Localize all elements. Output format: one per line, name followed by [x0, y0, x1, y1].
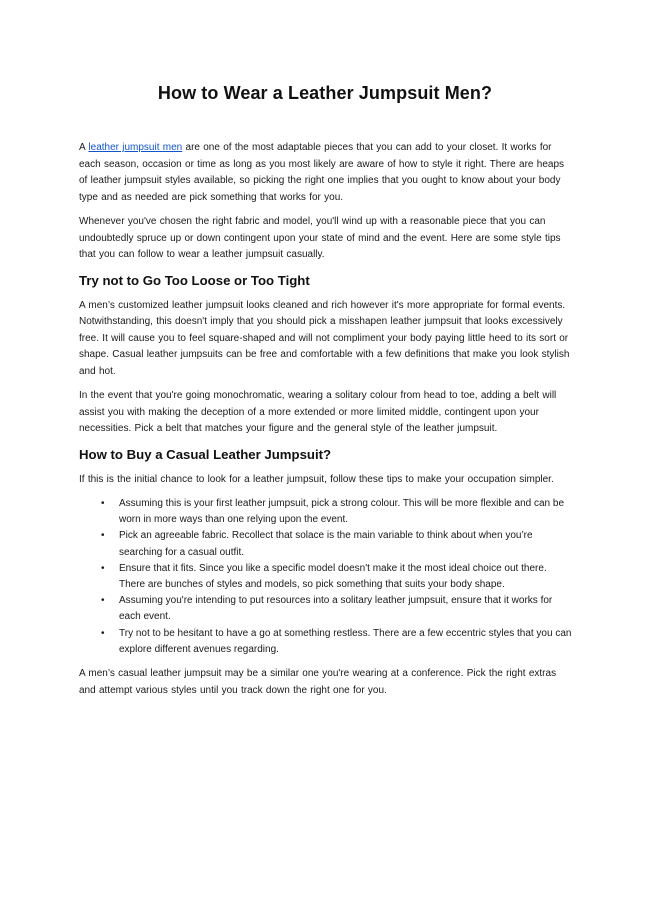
section1-paragraph-1: A men’s customized leather jumpsuit looks cleaned and rich however it's more appropriate for formal events. Notwithstanding, this doesn't imply that you should pick a misshapen leather jumpsuit that looks excessively free. It will cause you to feel square-shaped and will not compliment your body paying little heed to its sort or shape. Casual leather jumpsuits can be free and comfortable with a few definitions that make you look stylish and hot. [79, 299, 570, 377]
list-item-text: Assuming this is your first leather jumpsuit, pick a strong colour. This will be more flexible and can be worn in more ways than one relying upon the event. [119, 498, 565, 526]
intro-paragraph [79, 140, 573, 206]
leather-jumpsuit-link[interactable]: leather jumpsuit men [88, 142, 183, 153]
list-item [101, 626, 573, 658]
intro-lead: A [79, 142, 89, 153]
bullet-icon: • [101, 498, 105, 509]
paragraph-2: Whenever you've chosen the right fabric and model, you'll wind up with a reasonable piece that you can undoubtedly spruce up or down contingent upon your state of mind and the event. Here are some style tips that you can follow to wear a leather jumpsuit casually. [79, 216, 561, 260]
list-item-text: Ensure that it fits. Since you like a specific model doesn't make it the most ideal choice out there. There are bunches of styles and models, so pick something that suits your body shape. [119, 562, 547, 591]
bullet-icon: • [101, 562, 105, 574]
intro-rest: are one of the most adaptable pieces that you can add to your closet. It works for each season, occasion or time as long as you most likely are aware of how to style it right. There are heaps of leather jumpsuit styles available, so picking the right one implies that you ought to know about your body type and as needed are pick something that works for you. [79, 142, 565, 203]
list-item-text: Try not to be hesitant to have a go at something restless. There are a few eccentric styles that you can explore different avenues regarding. [119, 627, 572, 655]
list-item-text: Pick an agreeable fabric. Recollect that solace is the main variable to think about when you’re searching for a casual outfit. [119, 530, 533, 558]
list-item [101, 561, 573, 593]
bullet-icon: • [101, 530, 105, 542]
bullet-icon: • [101, 595, 105, 607]
section2-paragraph-1: If this is the initial chance to look for a leather jumpsuit, follow these tips to make your occupation simpler. [79, 473, 554, 485]
list-item [101, 496, 573, 528]
section1-paragraph-2: In the event that you're going monochromatic, wearing a solitary colour from head to toe, adding a belt will assist you with making the deception of a more extended or more limited middle, contingent upon your necessities. Pick a belt that matches your figure and the general style of the leather jumpsuit. [79, 390, 557, 434]
list-item [101, 528, 573, 560]
list-item-text: Assuming you're intending to put resources into a solitary leather jumpsuit, ensure that it works for each event. [119, 595, 553, 623]
section2-heading: How to Buy a Casual Leather Jumpsuit? [79, 446, 332, 462]
section2-paragraph-2: A men’s casual leather jumpsuit may be a similar one you're wearing at a conference. Pick the right extras and attempt various styles until you track down the right one for you. [79, 668, 557, 696]
list-item [101, 593, 573, 625]
bullet-icon: • [101, 627, 105, 639]
article-body [79, 140, 573, 707]
tips-list [79, 496, 573, 658]
page-title: How to Wear a Leather Jumpsuit Men? [157, 83, 493, 103]
section1-heading: Try not to Go Too Loose or Too Tight [79, 272, 310, 288]
